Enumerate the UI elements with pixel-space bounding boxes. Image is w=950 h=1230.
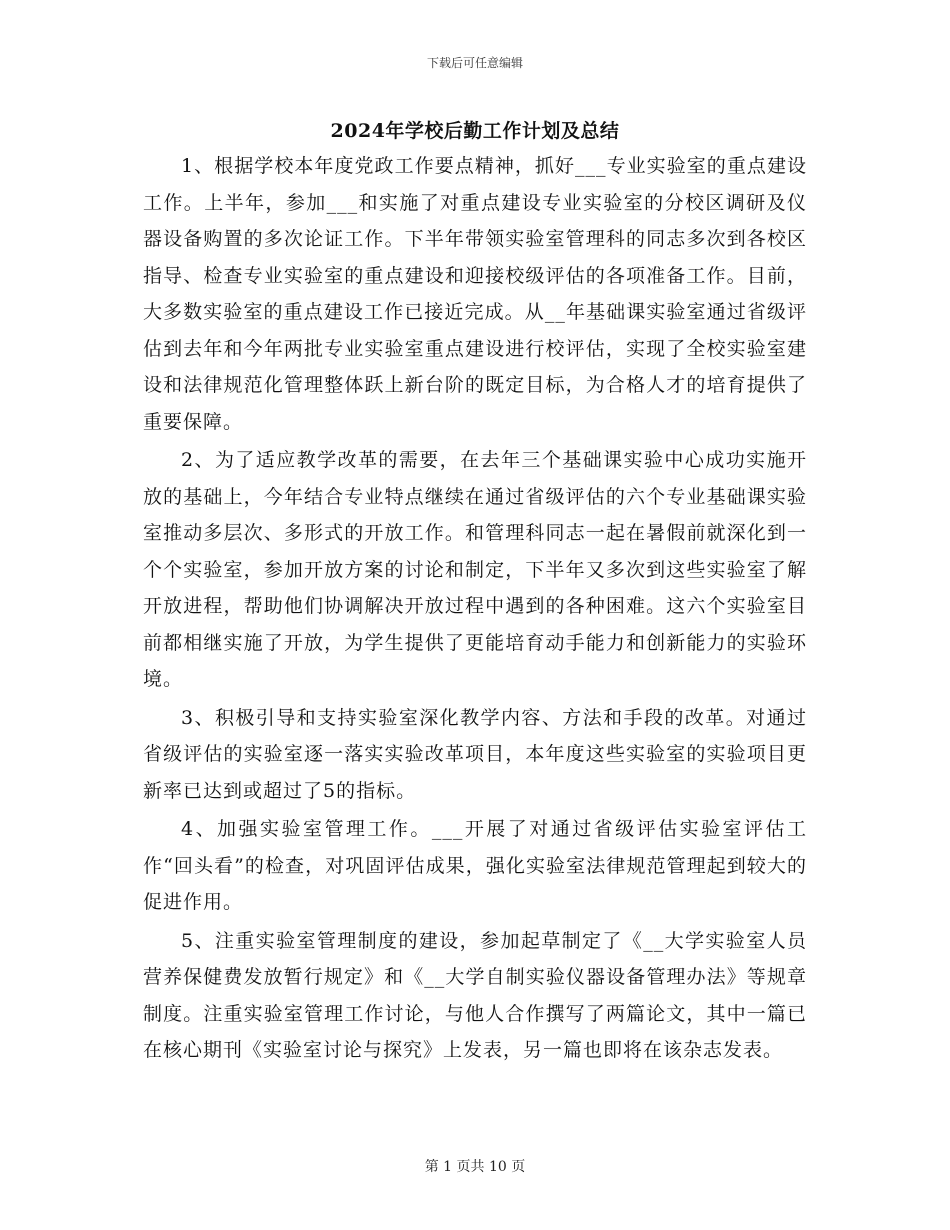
document-title: 2024年学校后勤工作计划及总结	[330, 120, 620, 142]
document-body	[143, 148, 807, 1071]
page-header-note: 下载后可任意编辑	[426, 56, 523, 70]
page-number: 第 1 页共 10 页	[424, 1159, 526, 1175]
paragraph-1: 1、根据学校本年度党政工作要点精神，抓好___专业实验室的重点建设工作。上半年，参加___和实施了对重点建设专业实验室的分校区调研及仪器设备购置的多次论证工作。下半年带领实验室管理科的同志多次到各校区指导、检查专业实验室的重点建设和迎接校级评估的各项准备工作。目前，大多数实验室的重点建设工作已接近完成。从__年基础课实验室通过省级评估到去年和今年两批专业实验室重点建设进行校评估，实现了全校实验室建设和法律规范化管理整体跃上新台阶的既定目标，为合格人才的培育提供了重要保障。	[143, 155, 807, 433]
paragraph-5: 5、注重实验室管理制度的建设，参加起草制定了《__大学实验室人员营养保健费发放暂行规定》和《__大学自制实验仪器设备管理办法》等规章制度。注重实验室管理工作讨论，与他人合作撰写了两篇论文，其中一篇已在核心期刊《实验室讨论与探究》上发表，另一篇也即将在该杂志发表。	[143, 929, 807, 1061]
paragraph-4: 4、加强实验室管理工作。___开展了对通过省级评估实验室评估工作“回头看”的检查，对巩固评估成果，强化实验室法律规范管理起到较大的促进作用。	[143, 818, 807, 913]
paragraph-3: 3、积极引导和支持实验室深化教学内容、方法和手段的改革。对通过省级评估的实验室逐一落实实验改革项目，本年度这些实验室的实验项目更新率已达到或超过了5的指标。	[143, 706, 807, 802]
paragraph-2: 2、为了适应教学改革的需要，在去年三个基础课实验中心成功实施开放的基础上，今年结合专业特点继续在通过省级评估的六个专业基础课实验室推动多层次、多形式的开放工作。和管理科同志一起在暑假前就深化到一个个实验室，参加开放方案的讨论和制定，下半年又多次到这些实验室了解开放进程，帮助他们协调解决开放过程中遇到的各种困难。这六个实验室目前都相继实施了开放，为学生提供了更能培育动手能力和创新能力的实验环境。	[143, 449, 807, 690]
